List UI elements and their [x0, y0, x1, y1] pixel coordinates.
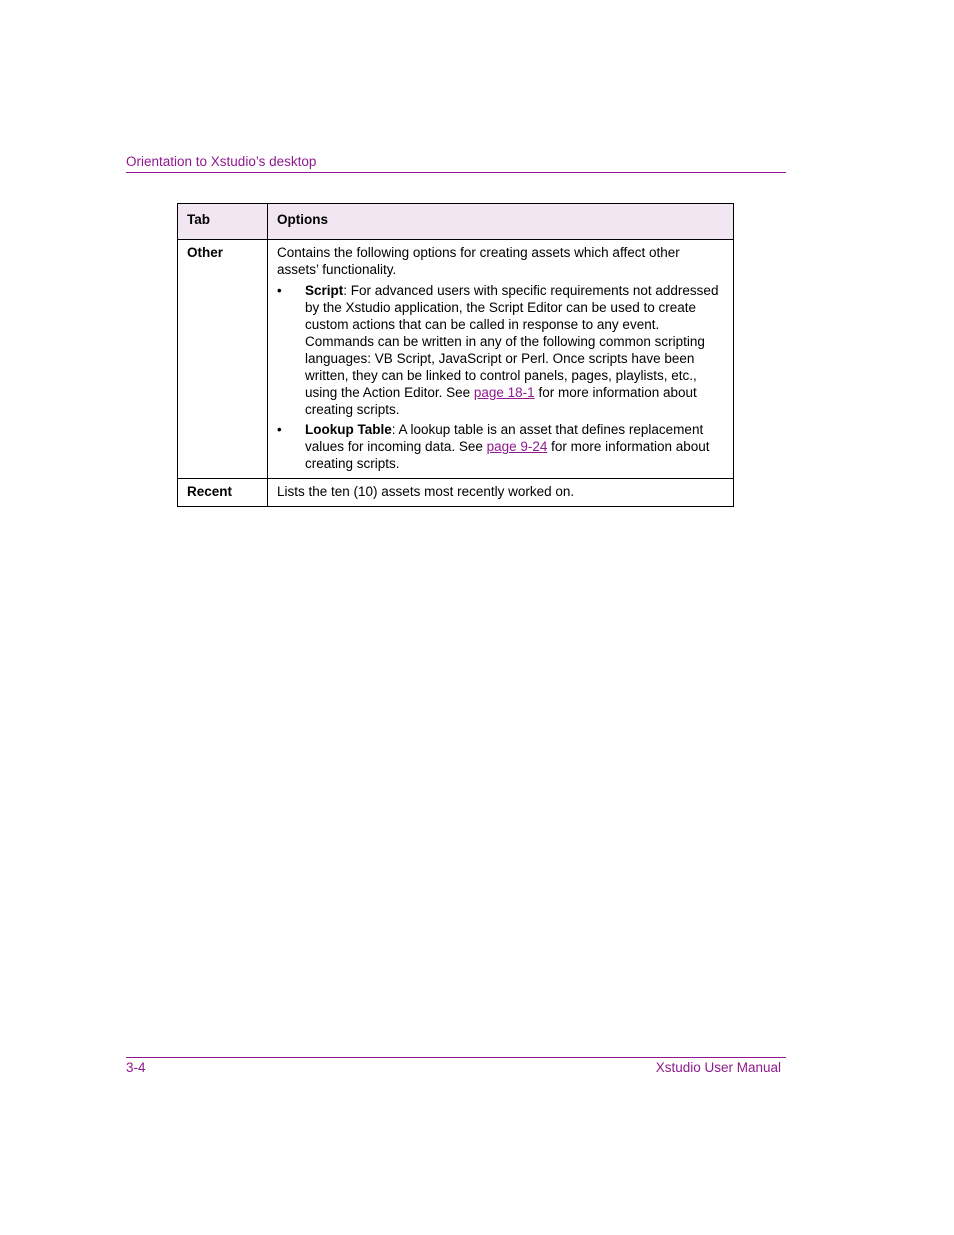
tab-cell-other: Other: [178, 240, 268, 479]
list-item: [277, 421, 724, 472]
tab-cell-recent: Recent: [178, 479, 268, 507]
table-header-row: [178, 204, 734, 240]
term-script: Script: [305, 283, 344, 298]
column-header-tab: Tab: [178, 204, 268, 240]
term-lookup-table: Lookup Table: [305, 422, 392, 437]
list-item: [277, 282, 724, 418]
footer-divider: [126, 1057, 786, 1058]
column-header-options: Options: [268, 204, 734, 240]
options-cell-other: [268, 240, 734, 479]
xref-link-page-9-24[interactable]: page 9-24: [486, 439, 548, 454]
options-bullet-list: [277, 282, 724, 472]
bullet-text: : For advanced users with specific requirements not addressed by the Xstudio application, the Script Editor can be used to create custom actions that can be called in response to any event. Commands can be written in any of the following common scripting languages: VB Script, JavaScript or Perl. Once scripts have been written, they can be linked to control panels, pages, playlists, etc., using the Action Editor. See: [305, 283, 719, 400]
bullet-text: for more information about creating scripts.: [305, 385, 697, 417]
bullet-text: for more information about creating scripts.: [305, 439, 710, 471]
table-row: [178, 479, 734, 507]
options-intro: Contains the following options for creating assets which affect other assets’ functionality.: [277, 245, 680, 277]
table-row: [178, 240, 734, 479]
options-cell-recent: Lists the ten (10) assets most recently worked on.: [268, 479, 734, 507]
manual-title: Xstudio User Manual: [655, 1060, 781, 1075]
bullet-icon: •: [277, 283, 282, 298]
options-table: [177, 203, 734, 507]
header-divider: [126, 172, 786, 173]
page-number: 3-4: [126, 1060, 146, 1075]
bullet-icon: •: [277, 422, 282, 437]
running-header: Orientation to Xstudio’s desktop: [126, 154, 317, 169]
bullet-text: : A lookup table is an asset that defines replacement values for incoming data. See: [305, 422, 704, 454]
xref-link-page-18-1[interactable]: page 18-1: [473, 385, 535, 400]
